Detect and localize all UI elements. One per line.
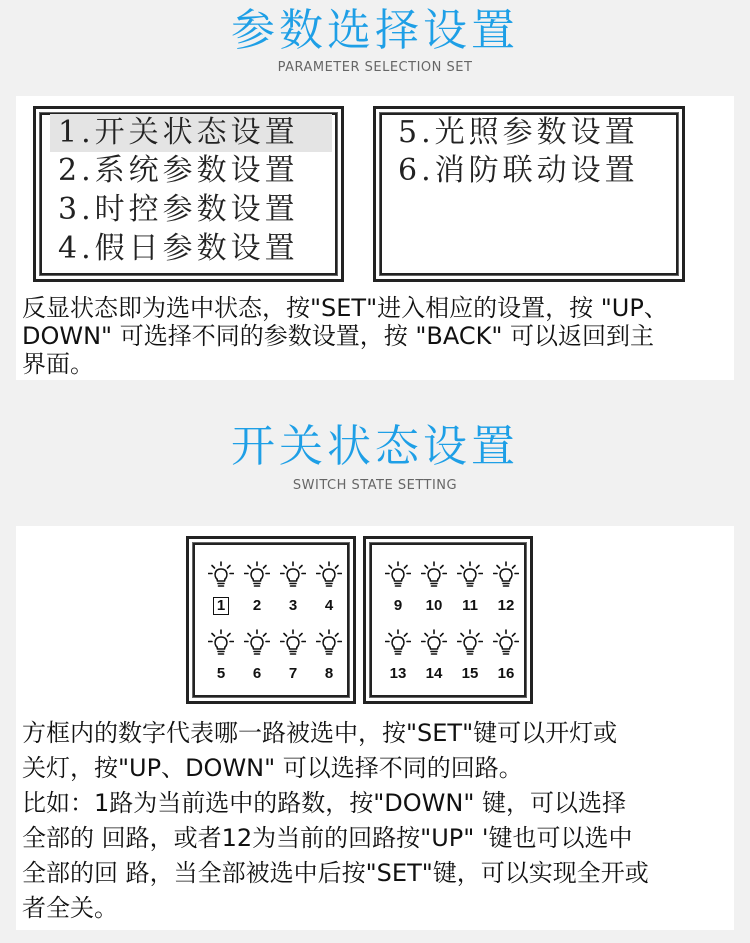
light-channel-1 bbox=[203, 561, 239, 629]
light-channel-number: 8 bbox=[324, 665, 334, 682]
description-line: 者全关。 bbox=[22, 894, 118, 922]
menu-item-system-params: 2.系统参数设置 bbox=[58, 153, 299, 188]
light-channel-13 bbox=[380, 629, 416, 697]
content-panel bbox=[16, 526, 734, 930]
section-title: 开关状态设置 bbox=[231, 421, 519, 472]
light-channel-10 bbox=[416, 561, 452, 629]
lcd-screen-left bbox=[33, 106, 344, 282]
light-channel-4 bbox=[311, 561, 347, 629]
light-channel-number: 4 bbox=[324, 597, 334, 614]
light-channel-12 bbox=[488, 561, 524, 629]
section-subtitle: PARAMETER SELECTION SET bbox=[277, 60, 473, 75]
section-subtitle: SWITCH STATE SETTING bbox=[292, 478, 458, 493]
light-channel-number: 7 bbox=[288, 665, 298, 682]
light-channel-number: 2 bbox=[252, 597, 262, 614]
light-channel-number: 16 bbox=[497, 665, 515, 682]
menu-item-fire-linkage: 6.消防联动设置 bbox=[398, 153, 639, 188]
light-channel-number: 5 bbox=[216, 665, 226, 682]
light-channel-9 bbox=[380, 561, 416, 629]
menu-item-light-params: 5.光照参数设置 bbox=[398, 115, 639, 150]
light-channel-number: 3 bbox=[288, 597, 298, 614]
light-channel-6 bbox=[239, 629, 275, 697]
light-channel-number: 10 bbox=[425, 597, 443, 614]
light-channel-number: 11 bbox=[462, 597, 478, 614]
light-channel-16 bbox=[488, 629, 524, 697]
light-channel-number: 14 bbox=[425, 665, 443, 682]
description-line: 反显状态即为选中状态，按"SET"进入相应的设置，按 "UP、 bbox=[22, 294, 668, 322]
description-line: 比如：1路为当前选中的路数，按"DOWN" 键，可以选择 bbox=[22, 789, 627, 817]
description-line: 方框内的数字代表哪一路被选中，按"SET"键可以开灯或 bbox=[22, 719, 618, 747]
light-channel-number: 6 bbox=[252, 665, 262, 682]
light-channel-15 bbox=[452, 629, 488, 697]
light-channel-number: 1 bbox=[203, 597, 239, 615]
light-channel-number: 15 bbox=[461, 665, 479, 682]
light-panel-left bbox=[186, 536, 356, 704]
light-channel-14 bbox=[416, 629, 452, 697]
light-channel-5 bbox=[203, 629, 239, 697]
lcd-screen-right bbox=[373, 106, 685, 282]
description-line: 全部的回 路，当全部被选中后按"SET"键，可以实现全开或 bbox=[22, 859, 649, 887]
description-line: DOWN" 可选择不同的参数设置，按 "BACK" 可以返回到主 bbox=[22, 322, 655, 350]
menu-item-switch-state: 1.开关状态设置 bbox=[50, 114, 332, 152]
menu-item-time-control: 3.时控参数设置 bbox=[58, 192, 299, 227]
light-channel-number: 12 bbox=[497, 597, 515, 614]
light-channel-8 bbox=[311, 629, 347, 697]
light-channel-7 bbox=[275, 629, 311, 697]
description-line: 界面。 bbox=[22, 350, 94, 378]
content-panel bbox=[16, 96, 734, 380]
light-channel-number: 13 bbox=[389, 665, 407, 682]
description-line: 关灯，按"UP、DOWN" 可以选择不同的回路。 bbox=[22, 754, 523, 782]
light-channel-11 bbox=[452, 561, 488, 629]
light-panel-right bbox=[363, 536, 533, 704]
menu-item-holiday-params: 4.假日参数设置 bbox=[58, 231, 299, 266]
light-channel-2 bbox=[239, 561, 275, 629]
light-channel-number: 9 bbox=[393, 597, 403, 614]
light-channel-3 bbox=[275, 561, 311, 629]
section-title: 参数选择设置 bbox=[231, 5, 519, 56]
description-line: 全部的 回路，或者12为当前的回路按"UP" '键也可以选中 bbox=[22, 824, 633, 852]
